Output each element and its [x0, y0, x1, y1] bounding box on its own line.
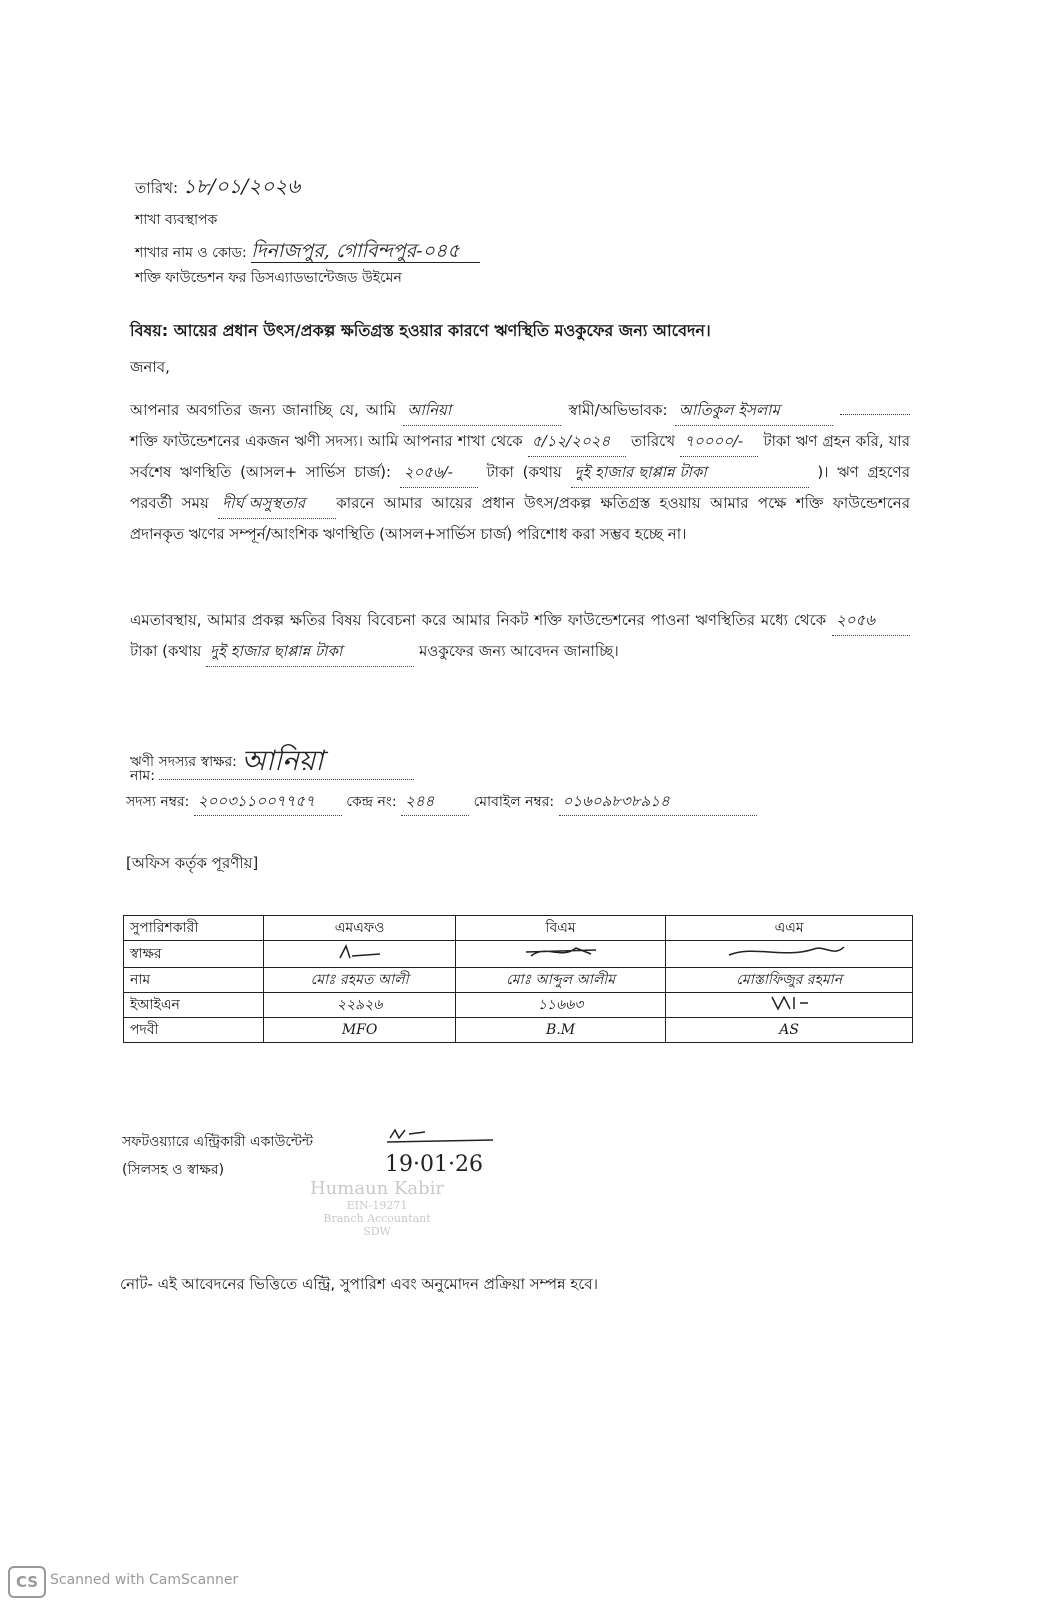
office-table: [123, 915, 913, 1043]
table-cell: AS: [666, 1018, 913, 1043]
dotted-blank: [840, 414, 910, 415]
row-label: ইআইএন: [124, 993, 264, 1018]
camscanner-text: Scanned with CamScanner: [50, 1572, 239, 1588]
stamp-name: Humaun Kabir: [309, 1178, 445, 1199]
table-row: [124, 1018, 913, 1043]
member-name-field: আনিয়া: [403, 395, 561, 426]
row-label: স্বাক্ষর: [124, 941, 264, 968]
table-row: [124, 993, 913, 1018]
signature-label: ঋণী সদস্যর স্বাক্ষর:: [130, 754, 237, 770]
table-row: [124, 968, 913, 993]
member-id-line: [126, 790, 757, 816]
date-value: ১৮/০১/২০২৬: [182, 174, 301, 198]
signature-scribble: [330, 942, 390, 962]
body-text: টাকা (কথায়: [130, 642, 202, 660]
table-row: [124, 941, 913, 968]
table-header-cell: সুপারিশকারী: [124, 916, 264, 941]
body-text: স্বামী/অভিভাবক:: [568, 401, 668, 419]
body-paragraph-2: [130, 605, 910, 667]
row-label: নাম: [124, 968, 264, 993]
signature-scribble: [724, 941, 854, 963]
table-cell: ১১৬৬৩: [455, 993, 665, 1018]
balance-field: ২০৫৬/-: [400, 457, 478, 488]
member-signature: আনিয়া: [241, 744, 324, 777]
date-line: [135, 172, 300, 205]
mobile-label: মোবাইল নম্বর:: [473, 794, 555, 810]
accountant-initials: [385, 1126, 495, 1144]
body-text: কারনে আমার আয়ের প্রধান উৎস/প্রকল্প ক্ষতিগ্রস্ত হওয়ায় আমার পক্ষে শক্তি ফাউন্ডেশনের প্রদানকৃত ঋণের সম্পূর্ন/আংশিক ঋণস্থিতি (আসল+সার্ভিস চার্জ) পরিশোধ করা সম্ভব হচ্ছে না।: [130, 494, 910, 543]
table-header-row: [124, 916, 913, 941]
name-label: নাম:: [130, 768, 155, 784]
center-label: কেন্দ্র নং:: [346, 794, 397, 810]
table-header-cell: বিএম: [455, 916, 665, 941]
branch-line: [135, 237, 480, 269]
center-value: ২৪৪: [401, 790, 469, 816]
member-no-label: সদস্য নম্বর:: [126, 794, 190, 810]
table-header-cell: এএম: [666, 916, 913, 941]
table-cell: [666, 993, 913, 1018]
loan-date-field: ৫/১২/২০২৪: [528, 426, 626, 457]
date-label: তারিখ:: [135, 179, 179, 197]
body-text: টাকা ঋণ গ্রহন করি, যার সর্বশেষ ঋণস্থিতি (আসল+ সার্ভিস চার্জ):: [130, 432, 911, 481]
reason-field: দীর্ঘ অসুস্থতার: [218, 488, 336, 519]
accountant-line1: সফটওয়্যারে এন্ট্রিকারী একাউন্টেন্ট: [122, 1134, 314, 1150]
table-cell: মোস্তাফিজুর রহমান: [666, 968, 913, 993]
waive-words-field: দুই হাজার ছাপ্পান্ন টাকা: [206, 636, 414, 667]
org-line: শক্তি ফাউন্ডেশন ফর ডিসএ্যাডভান্টেজড উইমেন: [135, 270, 402, 286]
balance-words-field: দুই হাজার ছাপ্পান্ন টাকা: [571, 457, 809, 488]
member-name-line: [130, 764, 414, 788]
signature-cell: [455, 941, 665, 968]
signature-cell: [264, 941, 455, 968]
accountant-stamp: [272, 1178, 482, 1238]
signature-scribble: [516, 942, 606, 962]
table-cell: মোঃ আব্দুল আলীম: [455, 968, 665, 993]
table-header-cell: এমএফও: [264, 916, 455, 941]
table-cell: B.M: [455, 1018, 665, 1043]
body-text: টাকা (কথায়: [486, 463, 562, 481]
row-label: পদবী: [124, 1018, 264, 1043]
stamp-org: SDW: [363, 1225, 391, 1238]
accountant-date: 19·01·26: [385, 1152, 483, 1177]
body-text: আপনার অবগতির জন্য জানাচ্ছি যে, আমি: [130, 401, 397, 419]
body-paragraph-1: [130, 395, 910, 549]
guardian-name-field: আতিকুল ইসলাম: [675, 395, 833, 426]
signature-cell: [666, 941, 913, 968]
body-text: শক্তি ফাউন্ডেশনের একজন ঋণী সদস্য। আমি আপনার শাখা থেকে: [130, 432, 523, 450]
stamp-id: EIN-19271: [346, 1199, 408, 1212]
initials-scribble: [764, 993, 814, 1013]
addressee: শাখা ব্যবস্থাপক: [135, 212, 218, 228]
stamp-role: Branch Accountant: [323, 1212, 431, 1225]
subject: বিষয়: আয়ের প্রধান উৎস/প্রকল্প ক্ষতিগ্রস্ত হওয়ার কারণে ঋণস্থিতি মওকুফের জন্য আবেদন।: [130, 321, 711, 340]
body-text: )। ঋণ গ্রহণের পরবর্তী সময়: [130, 463, 910, 512]
office-title: [অফিস কর্তৃক পূরণীয়]: [126, 854, 259, 872]
body-text: এমতাবস্থায়, আমার প্রকল্প ক্ষতির বিষয় বিবেচনা করে আমার নিকট শক্তি ফাউন্ডেশনের পাওনা ঋণস্থিতির মধ্যে থেকে: [130, 611, 827, 629]
table-cell: MFO: [264, 1018, 455, 1043]
loan-amount-field: ৭০০০০/-: [680, 426, 758, 457]
body-text: মওকুফের জন্য আবেদন জানাচ্ছি।: [418, 642, 619, 660]
waive-amount-field: ২০৫৬: [832, 605, 910, 636]
dotted-blank: [159, 779, 414, 780]
table-cell: মোঃ রহমত আলী: [264, 968, 455, 993]
mobile-value: ০১৬০৯৮৩৮৯১৪: [559, 790, 757, 816]
body-text: তারিখে: [631, 432, 676, 450]
accountant-line2: (সিলসহ ও স্বাক্ষর): [122, 1162, 225, 1178]
camscanner-logo: CS: [8, 1566, 46, 1598]
table-cell: ২২৯২৬: [264, 993, 455, 1018]
branch-value: দিনাজপুর, গোবিন্দপুর-০৪৫: [251, 240, 479, 263]
branch-label: শাখার নাম ও কোড:: [135, 245, 247, 261]
member-no-value: ২০০৩১১০০৭৭৫৭: [194, 790, 342, 816]
salutation: জনাব,: [130, 358, 170, 376]
footer-note: নোট- এই আবেদনের ভিত্তিতে এন্ট্রি, সুপারিশ এবং অনুমোদন প্রক্রিয়া সম্পন্ন হবে।: [120, 1275, 598, 1293]
